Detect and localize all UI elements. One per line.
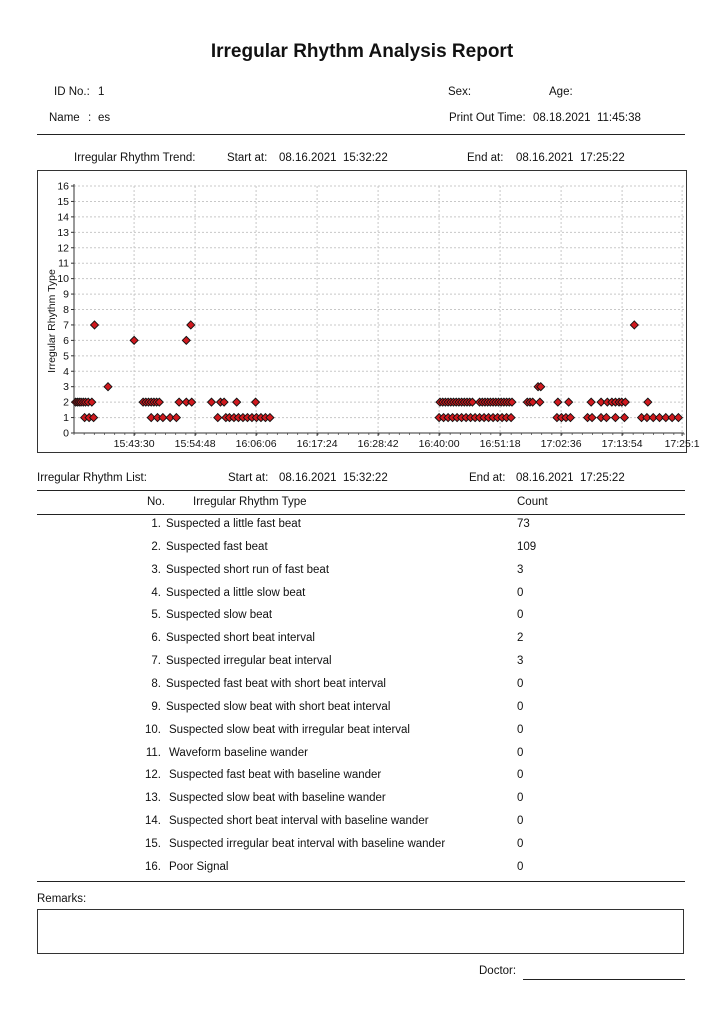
y-tick-label: 14 (57, 211, 69, 224)
list-item-number: 10. (145, 723, 161, 736)
list-item-count: 0 (517, 746, 524, 759)
list-item-number: 9. (151, 700, 161, 713)
print-time-value: 08.18.2021 11:45:38 (533, 112, 641, 124)
data-point-marker (187, 321, 195, 329)
y-tick-label: 13 (57, 226, 69, 239)
irregular-rhythm-trend-chart (37, 170, 700, 453)
data-point-marker (602, 414, 610, 422)
y-tick-label: 5 (63, 350, 69, 363)
list-item (0, 632, 724, 652)
list-item-number: 13. (145, 792, 161, 805)
list-item (0, 678, 724, 698)
list-item-type: Suspected short beat interval with baseline wander (169, 815, 429, 828)
data-point-marker (104, 383, 112, 391)
list-item (0, 792, 724, 812)
data-point-marker (172, 414, 180, 422)
list-item-count: 109 (517, 540, 537, 553)
doctor-signature-line (523, 979, 685, 980)
list-item (0, 724, 724, 744)
list-item-number: 12. (145, 769, 161, 782)
x-tick-label: 17:13:54 (601, 438, 643, 450)
column-header-type: Irregular Rhythm Type (193, 496, 307, 508)
list-item-count: 0 (517, 837, 524, 850)
list-item-number: 2. (151, 540, 161, 553)
list-item-type: Suspected a little slow beat (166, 586, 306, 599)
list-item-type: Suspected fast beat (166, 540, 268, 553)
name-label: Name (49, 112, 80, 124)
list-bottom-divider (37, 881, 685, 882)
y-tick-label: 4 (63, 365, 69, 378)
data-point-marker (91, 321, 99, 329)
x-tick-label: 16:40:00 (418, 438, 460, 450)
y-axis-title: Irregular Rhythm Type (46, 269, 58, 373)
list-item-number: 6. (151, 632, 161, 645)
x-tick-label: 17:25:1 (664, 438, 700, 450)
list-item-count: 0 (517, 586, 524, 599)
list-item-count: 0 (517, 677, 524, 690)
list-label: Irregular Rhythm List: (37, 472, 147, 484)
list-start-value: 08.16.2021 15:32:22 (279, 472, 388, 484)
list-item (0, 518, 724, 538)
list-item-count: 0 (517, 815, 524, 828)
list-item-type: Suspected fast beat with short beat interval (166, 677, 386, 690)
list-item-type: Waveform baseline wander (169, 746, 308, 759)
list-item (0, 655, 724, 675)
data-point-marker (587, 398, 595, 406)
list-item-number: 4. (151, 586, 161, 599)
trend-start-label: Start at: (227, 152, 268, 164)
remarks-box (37, 909, 684, 954)
id-label: ID No.: (54, 86, 90, 98)
list-item (0, 861, 724, 881)
list-item-count: 0 (517, 700, 524, 713)
y-tick-label: 15 (57, 195, 69, 208)
y-tick-label: 2 (63, 396, 69, 409)
report-title: Irregular Rhythm Analysis Report (210, 41, 514, 62)
list-item-number: 1. (151, 518, 161, 530)
x-tick-label: 16:17:24 (296, 438, 338, 450)
list-item-count: 3 (517, 655, 524, 668)
list-start-label: Start at: (228, 472, 269, 484)
list-item (0, 815, 724, 835)
list-item-count: 73 (517, 518, 530, 530)
y-tick-label: 0 (63, 427, 69, 440)
column-header-count: Count (517, 496, 548, 508)
data-point-marker (674, 414, 682, 422)
y-tick-label: 10 (57, 273, 69, 286)
list-item-type: Suspected irregular beat interval with baseline wander (169, 837, 446, 850)
y-tick-label: 3 (63, 381, 69, 394)
list-item (0, 609, 724, 629)
data-point-marker (214, 414, 222, 422)
list-top-divider (37, 490, 685, 491)
data-point-marker (565, 398, 573, 406)
list-item-number: 3. (151, 563, 161, 576)
list-item (0, 564, 724, 584)
data-point-marker (188, 398, 196, 406)
list-item (0, 769, 724, 789)
x-tick-label: 15:43:30 (113, 438, 155, 450)
print-time-label: Print Out Time: (449, 112, 526, 124)
list-item-type: Suspected slow beat with baseline wander (169, 792, 386, 805)
list-item-number: 11. (145, 746, 161, 759)
doctor-label: Doctor: (479, 965, 517, 977)
list-item-number: 14. (145, 815, 161, 828)
list-item-type: Suspected short beat interval (166, 632, 315, 645)
list-item-number: 16. (145, 860, 161, 873)
sex-label: Sex: (448, 86, 472, 98)
list-item-type: Suspected a little fast beat (166, 518, 301, 530)
list-item-type: Suspected short run of fast beat (166, 563, 330, 576)
column-header-no: No. (147, 496, 165, 508)
list-item-count: 0 (517, 860, 524, 873)
list-end-value: 08.16.2021 17:25:22 (516, 472, 625, 484)
x-tick-label: 15:54:48 (174, 438, 216, 450)
list-item (0, 838, 724, 858)
header-divider (37, 134, 685, 135)
list-item-count: 0 (517, 609, 524, 622)
trend-end-value: 08.16.2021 17:25:22 (516, 152, 625, 164)
name-value: es (98, 112, 111, 124)
list-header-divider (37, 514, 685, 515)
list-item-type: Suspected slow beat (166, 609, 273, 622)
y-tick-label: 16 (57, 180, 69, 193)
list-item (0, 587, 724, 607)
y-tick-label: 6 (63, 334, 69, 347)
data-point-marker (182, 336, 190, 344)
trend-start-value: 08.16.2021 15:32:22 (279, 152, 388, 164)
list-item (0, 541, 724, 561)
y-tick-label: 12 (57, 242, 69, 255)
trend-chart-svg (38, 171, 700, 452)
list-item-count: 0 (517, 792, 524, 805)
list-item-count: 0 (517, 723, 524, 736)
list-item-type: Poor Signal (169, 860, 229, 873)
y-tick-label: 7 (63, 319, 69, 332)
data-point-marker (536, 398, 544, 406)
data-point-marker (233, 398, 241, 406)
name-separator: : (88, 112, 92, 124)
y-tick-label: 1 (63, 412, 69, 425)
list-item-type: Suspected irregular beat interval (166, 655, 332, 668)
trend-label: Irregular Rhythm Trend: (74, 152, 196, 164)
list-item (0, 747, 724, 767)
list-item-type: Suspected slow beat with irregular beat interval (169, 723, 410, 736)
remarks-label: Remarks: (37, 893, 87, 905)
data-point-marker (207, 398, 215, 406)
y-tick-label: 8 (63, 304, 69, 316)
x-tick-label: 16:51:18 (479, 438, 521, 450)
list-item-number: 8. (151, 677, 161, 690)
age-label: Age: (549, 86, 573, 98)
list-item-type: Suspected slow beat with short beat interval (166, 700, 391, 713)
list-item-number: 15. (145, 837, 161, 850)
data-point-marker (611, 414, 619, 422)
list-item-count: 0 (517, 769, 524, 782)
list-item (0, 701, 724, 721)
list-item-number: 7. (151, 655, 161, 668)
y-tick-label: 9 (63, 288, 69, 301)
data-point-marker (252, 398, 260, 406)
list-item-type: Suspected fast beat with baseline wander (169, 769, 382, 782)
x-tick-label: 16:06:06 (235, 438, 277, 450)
x-tick-label: 16:28:42 (357, 438, 399, 450)
list-item-count: 3 (517, 563, 524, 576)
list-item-number: 5. (151, 609, 161, 622)
x-tick-label: 17:02:36 (540, 438, 582, 450)
data-point-marker (630, 321, 638, 329)
list-item-count: 2 (517, 632, 524, 645)
trend-end-label: End at: (467, 152, 504, 164)
list-end-label: End at: (469, 472, 506, 484)
id-value: 1 (98, 86, 105, 98)
y-tick-label: 11 (58, 257, 69, 270)
data-point-marker (130, 336, 138, 344)
data-point-marker (644, 398, 652, 406)
